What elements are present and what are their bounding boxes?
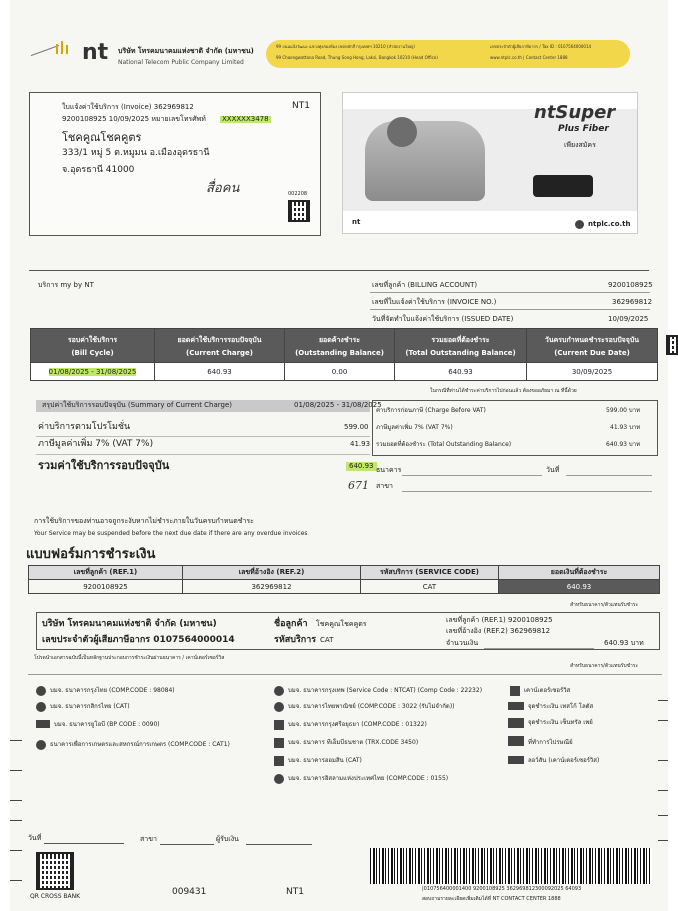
- nt-logo: [30, 34, 80, 62]
- person-illustration: [365, 121, 485, 201]
- payer-ref1: เลขที่ลูกค้า (REF.1) 9200108925: [446, 616, 553, 624]
- channel-right-4: ลอว์สัน (เคาน์เตอร์เซอร์วิส): [528, 757, 600, 764]
- pay-header-service: รหัสบริการ (SERVICE CODE): [361, 566, 499, 580]
- billing-account-label: เลขที่ลูกค้า (BILLING ACCOUNT): [372, 281, 478, 289]
- header-bill-cycle: รอบค่าใช้บริการ (Bill Cycle): [31, 329, 155, 363]
- bank-icon: [274, 756, 284, 766]
- payer-amount-label: จำนวนเงิน: [446, 639, 479, 647]
- svc-value: CAT: [320, 636, 334, 644]
- branch-label: สาขา: [376, 482, 393, 490]
- bank-icon: [274, 738, 284, 748]
- bank-icon: [274, 720, 284, 730]
- invoice-label: ใบแจ้งค่าใช้บริการ (Invoice) 362969812: [62, 103, 194, 111]
- payment-qr-icon: [36, 852, 74, 890]
- suspend-notice-en: Your Service may be suspended before the next due date if there are any overdue invoices: [34, 530, 308, 537]
- router-icon: [533, 175, 593, 197]
- store-icon: [510, 686, 520, 696]
- pay-amount-value: 640.93: [499, 580, 660, 594]
- ad-logo-text: nt: [352, 218, 361, 226]
- ad-brand: ntSuper: [534, 102, 616, 123]
- payer-company: บริษัท โทรคมนาคมแห่งชาติ จำกัด (มหาชน): [42, 619, 217, 629]
- bank-icon: [36, 686, 46, 696]
- channel-left-0: บมจ. ธนาคารกรุงไทย (COMP.CODE : 98084): [50, 687, 175, 694]
- invoice-page: [10, 0, 668, 911]
- footer-date-label: วันที่: [28, 834, 42, 842]
- cust-label: ชื่อลูกค้า: [274, 619, 308, 629]
- barcode-text: |010756400001400 9200108925 362969812300092025 64093: [422, 886, 582, 892]
- vat-row-before-value: 599.00 บาท: [606, 407, 641, 414]
- channel-mid-5: บมจ. ธนาคารอิสลามแห่งประเทศไทย (COMP.CODE : 0155): [288, 775, 449, 782]
- channel-right-1: จุดชำระเงิน เทสโก้ โลตัส: [528, 703, 594, 710]
- vat-row-vat-value: 41.93 บาท: [610, 424, 641, 431]
- summary-table: [30, 328, 658, 381]
- contact-text: สอบถามรายละเอียดเพิ่มเติมได้ที่ NT CONTACT CENTER 1888: [422, 896, 561, 902]
- phone-number: XXXXXX3478: [222, 115, 269, 123]
- charge-row-vat-label: ภาษีมูลค่าเพิ่ม 7% (VAT 7%): [38, 439, 154, 449]
- footer-branch-label: สาขา: [140, 835, 157, 843]
- header-address-th: 99 ถนนแจ้งวัฒนะ แขวงทุ่งสองห้อง เขตหลักสี่ กรุงเทพฯ 10210 (สำนักงานใหญ่): [276, 44, 415, 49]
- bank-icon: [36, 702, 46, 712]
- current-summary-period: 01/08/2025 - 31/08/2025: [294, 401, 382, 409]
- channel-right-2: จุดชำระเงิน เซ็นทรัล เพย์: [528, 719, 593, 726]
- footer-receiver-label: ผู้รับเงิน: [216, 835, 239, 843]
- header-current-charge: ยอดค่าใช้บริการรอบปัจจุบัน (Current Charge): [155, 329, 285, 363]
- store-icon: [508, 718, 524, 728]
- summary-note: ในกรณีที่ท่านได้ชำระค่าบริการไปก่อนแล้ว ต้องขออภัยมา ณ ที่นี้ด้วย: [430, 388, 577, 394]
- channel-right-0: เคาน์เตอร์เซอร์วิส: [524, 687, 571, 694]
- payment-title: แบบฟอร์มการชำระเงิน: [26, 547, 156, 562]
- issued-date-value: 10/09/2025: [608, 315, 649, 323]
- payer-tax: เลขประจำตัวผู้เสียภาษีอากร 0107564000014: [42, 635, 235, 645]
- bank-icon: [274, 702, 284, 712]
- payer-ref2: เลขที่อ้างอิง (REF.2) 362969812: [446, 627, 551, 635]
- customer-name: โชคคูณโชคคูตร: [62, 131, 142, 144]
- bill-cycle-value: 01/08/2025 - 31/08/2025: [31, 363, 155, 381]
- service-label: บริการ my by NT: [38, 281, 94, 289]
- svc-label: รหัสบริการ: [274, 635, 317, 645]
- channel-mid-2: บมจ. ธนาคารกรุงศรีอยุธยา (COMP.CODE : 01322): [288, 721, 427, 728]
- channel-left-2: บมจ. ธนาคารยูโอบี (BP CODE : 0090): [54, 721, 160, 728]
- ad-cta: เพียงสมัคร: [564, 141, 596, 149]
- outstanding-value: 0.00: [285, 363, 395, 381]
- header-outstanding: ยอดค้างชำระ (Outstanding Balance): [285, 329, 395, 363]
- header-total-outstanding: รวมยอดที่ต้องชำระ (Total Outstanding Balance): [395, 329, 527, 363]
- bank-note: สำหรับธนาคาร/ตัวแทนรับชำระ: [570, 602, 639, 608]
- small-number: 002208: [288, 191, 308, 197]
- invoice-no-label: เลขที่ใบแจ้งค่าใช้บริการ (INVOICE NO.): [372, 298, 497, 306]
- bank-icon: [274, 774, 284, 784]
- store-icon: [508, 756, 524, 764]
- cust-value: โชคคูณโชคคูตร: [316, 620, 367, 628]
- qr-label: QR CROSS BANK: [30, 893, 81, 900]
- doc-code: NT1: [286, 887, 304, 897]
- company-name-en: National Telecom Public Company Limited: [118, 59, 244, 66]
- total-outstanding-value: 640.93: [395, 363, 527, 381]
- payer-amount-value: 640.93 บาท: [604, 639, 644, 647]
- pay-service-value: CAT: [361, 580, 499, 594]
- payment-barcode: [370, 848, 652, 884]
- payer-note: โปรดนำเอกสารฉบับนี้เป็นหลักฐานประกอบการชำระเงินผ่านธนาคาร / เคาน์เตอร์เซอร์วิส: [34, 655, 225, 661]
- date-label: วันที่: [546, 466, 560, 474]
- pay-ref1-value: 9200108925: [29, 580, 183, 594]
- customer-address-2: จ.อุดรธานี 41000: [62, 165, 135, 175]
- current-total-value: 640.93: [346, 462, 377, 471]
- charge-row-promo-value: 599.00: [344, 423, 369, 431]
- handwritten-amount: 671: [348, 479, 369, 492]
- charge-row-vat-value: 41.93: [350, 440, 371, 448]
- pay-header-ref1: เลขที่ลูกค้า (REF.1): [29, 566, 183, 580]
- handwritten-note: สื่อคน: [206, 181, 240, 196]
- header-address-en: 99 Chaengwattana Road, Thung Song Hong, Laksi, Bangkok 10210 (Head Office): [276, 55, 438, 60]
- pay-header-amount: ยอดเงินที่ต้องชำระ: [499, 566, 660, 580]
- issued-date-label: วันที่จัดทำใบแจ้งค่าใช้บริการ (ISSUED DATE): [372, 315, 514, 323]
- channel-mid-0: บมจ. ธนาคารกรุงเทพ (Service Code : NTCAT) (Comp Code : 22232): [288, 687, 483, 694]
- current-charge-value: 640.93: [155, 363, 285, 381]
- bank-icon: [36, 740, 46, 750]
- billing-account-value: 9200108925: [608, 281, 653, 289]
- header-tax-line: เลขประจำตัวผู้เสียภาษีอากร / Tax ID : 0107564000014: [490, 44, 592, 49]
- bank-note-2: สำหรับธนาคาร/ตัวแทนรับชำระ: [570, 663, 639, 669]
- store-icon: [508, 702, 524, 710]
- vat-row-before-label: ค่าบริการก่อนภาษี (Charge Before VAT): [376, 407, 486, 414]
- company-name-th: บริษัท โทรคมนาคมแห่งชาติ จำกัด (มหาชน): [118, 47, 254, 55]
- header-due-date: วันครบกำหนดชำระรอบปัจจุบัน (Current Due Date): [527, 329, 658, 363]
- vat-row-total-value: 640.93 บาท: [606, 441, 641, 448]
- current-summary-title: สรุปค่าใช้บริการรอบปัจจุบัน (Summary of Current Charge): [42, 401, 233, 409]
- vat-row-vat-label: ภาษีมูลค่าเพิ่ม 7% (VAT 7%): [376, 424, 453, 431]
- channel-mid-4: บมจ. ธนาคารออมสิน (CAT): [288, 757, 362, 764]
- suspend-notice-th: การใช้บริการของท่านอาจถูกระงับหากไม่ชำระภายในวันครบกำหนดชำระ: [34, 517, 254, 525]
- bank-label: ธนาคาร: [376, 466, 402, 474]
- due-date-value: 30/09/2025: [527, 363, 658, 381]
- doc-number: 009431: [172, 887, 207, 897]
- header-web-line: www.ntplc.co.th | Contact Center 1888: [490, 55, 568, 60]
- pay-header-ref2: เลขที่อ้างอิง (REF.2): [183, 566, 361, 580]
- channel-right-3: ที่ทำการไปรษณีย์: [528, 739, 573, 746]
- side-qr-icon: [666, 335, 678, 355]
- channel-left-3: ธนาคารเพื่อการเกษตรและสหกรณ์การเกษตร (COMP.CODE : CAT1): [50, 741, 230, 748]
- channel-left-1: บมจ. ธนาคารกสิกรไทย (CAT): [50, 703, 130, 710]
- ad-globe-icon: [575, 220, 584, 229]
- charge-row-promo-label: ค่าบริการตามโปรโมชั่น: [38, 422, 131, 432]
- ad-site: ntplc.co.th: [588, 220, 631, 228]
- current-total-label: รวมค่าใช้บริการรอบปัจจุบัน: [38, 459, 170, 472]
- ref-line: 9200108925 10/09/2025 หมายเลขโทรศัพท์: [62, 115, 206, 123]
- channel-mid-1: บมจ. ธนาคารไทยพาณิชย์ (COMP.CODE : 3022 (รับไม่จำกัด)): [288, 703, 455, 710]
- bank-icon: [274, 686, 284, 696]
- address-box: [29, 92, 321, 236]
- bank-icon: [36, 720, 50, 728]
- vat-row-total-label: รวมยอดที่ต้องชำระ (Total Outstanding Balance): [376, 441, 512, 448]
- address-code: NT1: [292, 101, 310, 111]
- payment-table: [28, 565, 660, 594]
- customer-address-1: 333/1 หมู่ 5 ต.หมูมน อ.เมืองอุดรธานี: [62, 148, 210, 158]
- post-icon: [508, 736, 524, 746]
- address-qr-icon: [288, 200, 310, 222]
- logo-text: nt: [82, 40, 109, 65]
- invoice-no-value: 362969812: [612, 298, 653, 306]
- channel-mid-3: บมจ. ธนาคาร ทีเอ็มบีธนชาต (TRX.CODE 3450): [288, 739, 419, 746]
- pay-ref2-value: 362969812: [183, 580, 361, 594]
- ad-sub: Plus Fiber: [558, 124, 609, 134]
